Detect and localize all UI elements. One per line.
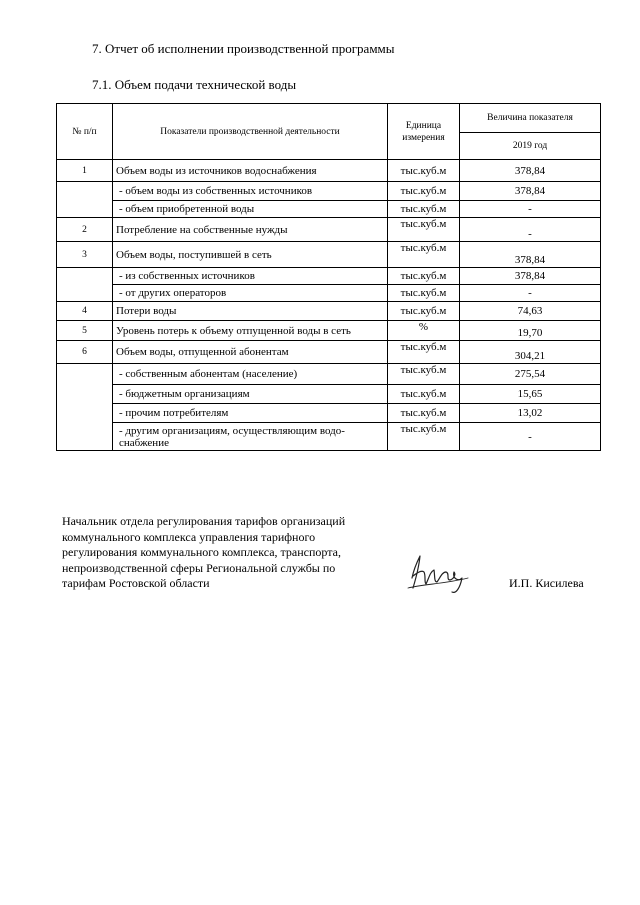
row-num: 3 [57, 242, 113, 268]
row-value: 378,84 [460, 160, 601, 182]
header-year: 2019 год [460, 133, 601, 160]
table-row [57, 242, 601, 268]
row-name: - бюджетным организациям [113, 385, 388, 404]
row-value: 378,84 [460, 182, 601, 201]
row-name: Уровень потерь к объему отпущенной воды в сеть [113, 321, 388, 341]
row-num: 2 [57, 218, 113, 242]
header-num: № п/п [57, 104, 113, 160]
row-value: 275,54 [460, 364, 601, 385]
row-num: 4 [57, 302, 113, 321]
signatory-name: И.П. Кисилева [509, 576, 584, 590]
row-name: Потери воды [113, 302, 388, 321]
row-name: - прочим потребителям [113, 404, 388, 423]
row-name: - собственным абонентам (население) [113, 364, 388, 385]
row-name: Объем воды, отпущенной абонентам [113, 341, 388, 364]
row-value: 378,84 [460, 268, 601, 285]
table-row [57, 268, 601, 285]
row-value: 15,65 [460, 385, 601, 404]
table-row [57, 364, 601, 385]
row-unit: тыс.куб.м [388, 404, 460, 423]
row-num: 1 [57, 160, 113, 182]
table-row [57, 160, 601, 182]
row-value: - [460, 201, 601, 218]
table-row [57, 201, 601, 218]
row-name: Потребление на собственные нужды [113, 218, 388, 242]
row-unit: % [388, 321, 460, 341]
table-row [57, 218, 601, 242]
section-heading: 7. Отчет об исполнении производственной программы [92, 41, 395, 56]
row-value: 19,70 [460, 321, 601, 341]
table-row [57, 321, 601, 341]
row-unit: тыс.куб.м [388, 218, 460, 242]
row-name: Объем воды, поступившей в сеть [113, 242, 388, 268]
table-row [57, 385, 601, 404]
row-unit: тыс.куб.м [388, 182, 460, 201]
table-row [57, 404, 601, 423]
row-value: 74,63 [460, 302, 601, 321]
row-value: 13,02 [460, 404, 601, 423]
row-value: 304,21 [460, 341, 601, 364]
handwritten-signature [404, 548, 474, 596]
row-name: - из собственных источников [113, 268, 388, 285]
row-num [57, 182, 113, 218]
row-num: 5 [57, 321, 113, 341]
header-unit: Единица измерения [388, 104, 460, 160]
row-value: - [460, 285, 601, 302]
water-supply-table [56, 103, 601, 451]
table-row [57, 341, 601, 364]
row-name: Объем воды из источников водоснабжения [113, 160, 388, 182]
row-name: - объем воды из собственных источников [113, 182, 388, 201]
table-row [57, 285, 601, 302]
row-unit: тыс.куб.м [388, 160, 460, 182]
row-unit: тыс.куб.м [388, 364, 460, 385]
subsection-heading: 7.1. Объем подачи технической воды [92, 77, 297, 92]
row-unit: тыс.куб.м [388, 423, 460, 451]
row-unit: тыс.куб.м [388, 385, 460, 404]
row-name: - объем приобретенной воды [113, 201, 388, 218]
header-indicator: Показатели производственной деятельности [113, 104, 388, 160]
row-num [57, 268, 113, 302]
row-name: - от других операторов [113, 285, 388, 302]
row-unit: тыс.куб.м [388, 242, 460, 268]
row-unit: тыс.куб.м [388, 341, 460, 364]
row-value: - [460, 423, 601, 451]
header-value-group: Величина показателя [460, 104, 601, 133]
signatory-position: Начальник отдела регулирования тарифов организаций коммунального комплекса управления тарифного регулирования коммунального комплекса, транспорта, непроизводственной сферы Региональной службы по тарифам Ростовской области [62, 514, 346, 590]
row-unit: тыс.куб.м [388, 285, 460, 302]
row-unit: тыс.куб.м [388, 201, 460, 218]
table-row [57, 302, 601, 321]
row-unit: тыс.куб.м [388, 302, 460, 321]
row-num: 6 [57, 341, 113, 364]
table-row [57, 423, 601, 451]
table-row [57, 182, 601, 201]
row-name: - другим организациям, осуществляющим водо-снабжение [113, 423, 388, 451]
row-value: 378,84 [460, 242, 601, 268]
row-num [57, 364, 113, 451]
row-value: - [460, 218, 601, 242]
row-unit: тыс.куб.м [388, 268, 460, 285]
